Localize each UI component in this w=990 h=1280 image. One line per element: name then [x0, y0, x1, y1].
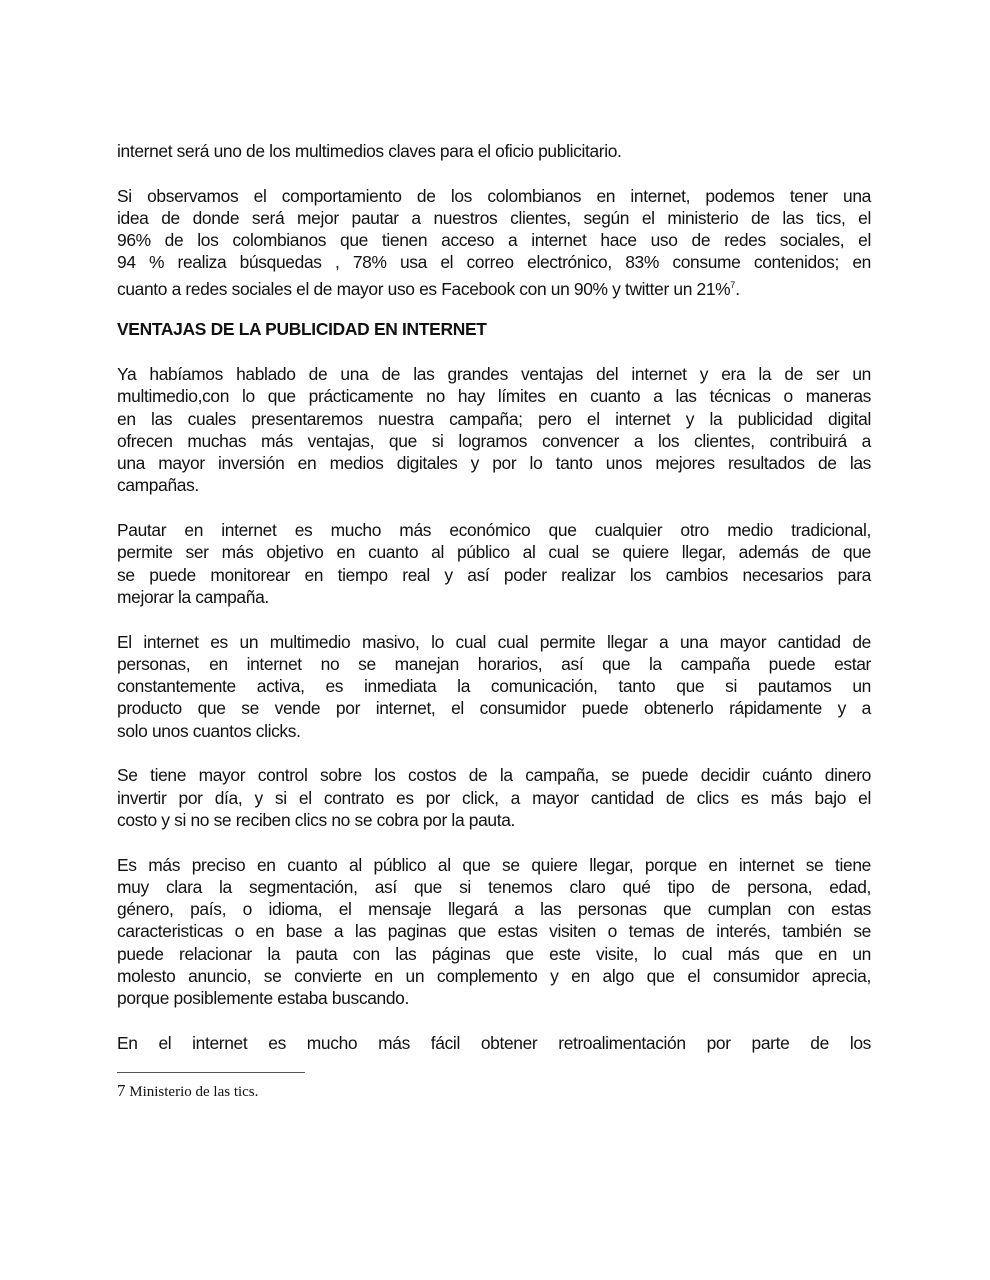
text-line: idea de donde será mejor pautar a nuestros clientes, según el ministerio de las tics, el [117, 207, 871, 228]
text-line: El internet es un multimedio masivo, lo cual cual permite llegar a una mayor cantidad de [117, 631, 871, 652]
paragraph [117, 363, 871, 497]
text-line: ofrecen muchas más ventajas, que si logramos convencer a los clientes, contribuirá a [117, 430, 871, 451]
text-line: caracteristicas o en base a las paginas que estas visiten o temas de interés, también se [117, 921, 871, 942]
text-line: En el internet es mucho más fácil obtener retroalimentación por parte de los [117, 1032, 871, 1053]
text-line: multimedio,con lo que prácticamente no hay límites en cuanto a las técnicas o maneras [117, 386, 871, 407]
paragraph [117, 854, 871, 1010]
text-line: en las cuales presentaremos nuestra campaña; pero el internet y la publicidad digital [117, 408, 871, 429]
text-line: constantemente activa, es inmediata la comunicación, tanto que si pautamos un [117, 676, 871, 697]
text-line: Es más preciso en cuanto al público al que se quiere llegar, porque en internet se tiene [117, 854, 871, 875]
footnote-number: 7 [117, 1081, 126, 1100]
text-line: Si observamos el comportamiento de los colombianos en internet, podemos tener una [117, 185, 871, 206]
text-line: se puede monitorear en tiempo real y así poder realizar los cambios necesarios para [117, 564, 871, 585]
text-line: mejorar la campaña. [117, 586, 269, 607]
line-text: cuanto a redes sociales el de mayor uso es Facebook con un 90% y twitter un 21% [117, 278, 731, 299]
text-line: puede relacionar la pauta con las páginas que este visite, lo cual más que en un [117, 943, 871, 964]
footnote [117, 1081, 258, 1101]
paragraph [117, 185, 871, 299]
text-line: invertir por día, y si el contrato es por click, a mayor cantidad de clics es más bajo el [117, 787, 871, 808]
text-line: molesto anuncio, se convierte en un complemento y en algo que el consumidor aprecia, [117, 965, 871, 986]
text-line: internet será uno de los multimedios claves para el oficio publicitario. [117, 141, 622, 161]
paragraph [117, 631, 871, 742]
section-heading: VENTAJAS DE LA PUBLICIDAD EN INTERNET [117, 319, 487, 340]
text-line: permite ser más objetivo en cuanto al público al cual se quiere llegar, además de que [117, 542, 871, 563]
text-line [117, 274, 871, 299]
text-line: 94 % realiza búsquedas , 78% usa el correo electrónico, 83% consume contenidos; en [117, 252, 871, 273]
text-line: 96% de los colombianos que tienen acceso a internet hace uso de redes sociales, el [117, 230, 871, 251]
text-line: campañas. [117, 475, 199, 496]
document-body [117, 140, 871, 1076]
text-line: personas, en internet no se manejan horarios, así que la campaña puede estar [117, 653, 871, 674]
paragraph [117, 519, 871, 608]
text-line: solo unos cuantos clicks. [117, 720, 301, 741]
text-line: Ya habíamos hablado de una de las grandes ventajas del internet y era la de ser un [117, 363, 871, 384]
paragraph [117, 764, 871, 831]
text-line: producto que se vende por internet, el consumidor puede obtenerlo rápidamente y a [117, 698, 871, 719]
text-line: una mayor inversión en medios digitales y por lo tanto unos mejores resultados de las [117, 453, 871, 474]
footnote-reference[interactable]: 7 [730, 279, 736, 290]
text-line: costo y si no se reciben clics no se cobra por la pauta. [117, 809, 515, 830]
footnote-separator [117, 1072, 305, 1073]
line-trailing-punct: . [735, 278, 740, 299]
footnote-text: Ministerio de las tics. [129, 1084, 259, 1100]
text-line: Se tiene mayor control sobre los costos de la campaña, se puede decidir cuánto dinero [117, 765, 871, 786]
paragraph [117, 140, 871, 162]
text-line: porque posiblemente estaba buscando. [117, 988, 409, 1009]
text-line: muy clara la segmentación, así que si tenemos claro qué tipo de persona, edad, [117, 876, 871, 897]
text-line: género, país, o idioma, el mensaje llegará a las personas que cumplan con estas [117, 899, 871, 920]
text-line: Pautar en internet es mucho más económico que cualquier otro medio tradicional, [117, 520, 871, 541]
paragraph [117, 1032, 871, 1054]
